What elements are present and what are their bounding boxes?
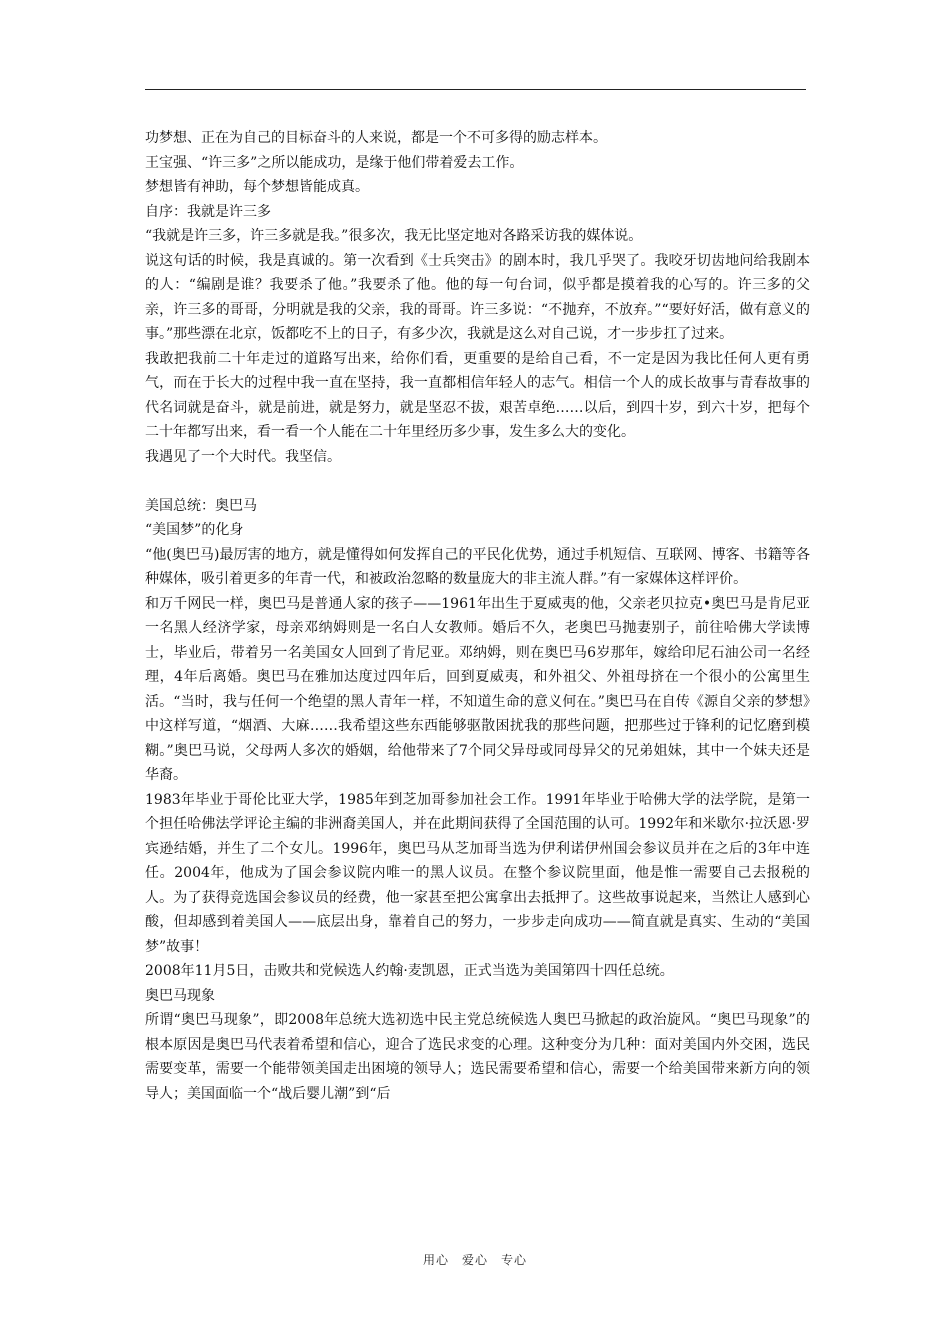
paragraph: 功梦想、正在为自己的目标奋斗的人来说，都是一个不可多得的励志样本。 xyxy=(145,130,607,146)
paragraph: 我敢把我前二十年走过的道路写出来，给你们看，更重要的是给自己看，不一定是因为我比任何人更有勇气，而在于长大的过程中我一直在坚持，我一直都相信年轻人的志气。相信一个人的成长故事与青春故事的代名词就是奋斗，就是前进，就是努力，就是坚忍不拔，艰苦卓绝……以后，到四十岁，到六十岁，把每个二十年都写出来，看一看一个人能在二十年里经历多少事，发生多么大的变化。 xyxy=(145,350,810,440)
page-footer: 用心 爱心 专心 xyxy=(422,1253,527,1267)
paragraph: 梦想皆有神助，每个梦想皆能成真。 xyxy=(145,179,369,195)
subheading: 奥巴马现象 xyxy=(145,987,215,1004)
paragraph: “他(奥巴马)最厉害的地方，就是懂得如何发挥自己的平民化优势，通过手机短信、互联网、博客、书籍等各种媒体，吸引着更多的年青一代，和被政治忽略的数量庞大的非主流人群。”有一家媒体这样评价。 xyxy=(145,546,810,587)
paragraph: 说这句话的时候，我是真诚的。第一次看到《士兵突击》的剧本时，我几乎哭了。我咬牙切齿地问给我剧本的人：“编剧是谁？我要杀了他。”我要杀了他。他的每一句台词，似乎都是摸着我的心写的。许三多的父亲，许三多的哥哥，分明就是我的父亲，我的哥哥。许三多说：“不抛弃，不放弃。”“要好好活，做有意义的事。”那些漂在北京，饭都吃不上的日子，有多少次，我就是这么对自己说，才一步步扛了过来。 xyxy=(145,252,810,342)
paragraph: 我遇见了一个大时代。我坚信。 xyxy=(145,448,341,465)
paragraph: 1983年毕业于哥伦比亚大学，1985年到芝加哥参加社会工作。1991年毕业于哈佛大学的法学院，是第一个担任哈佛法学评论主编的非洲裔美国人，并在此期间获得了全国范围的认可。1992年和米歇尔·拉沃恩·罗宾逊结婚，并生了二个女儿。1996年，奥巴马从芝加哥当选为伊利诺伊州国会参议员并在之后的3年中连任。2004年，他成为了国会参议院内唯一的黑人议员。在整个参议院里面，他是惟一需要自己去报税的人。为了获得竞选国会参议员的经费，他一家甚至把公寓拿出去抵押了。这些故事说起来，当然让人感到心酸，但却感到着美国人——底层出身，靠着自己的努力，一步步走向成功——简直就是真实、生动的“美国梦”故事！ xyxy=(145,791,810,955)
header-rule xyxy=(145,89,806,90)
document-body xyxy=(145,126,810,1106)
subheading: “美国梦”的化身 xyxy=(145,522,244,538)
section-heading: 自序：我就是许三多 xyxy=(145,203,271,220)
paragraph: “我就是许三多，许三多就是我。”很多次，我无比坚定地对各路采访我的媒体说。 xyxy=(145,228,643,244)
blank-line xyxy=(145,469,810,494)
paragraph: 所谓“奥巴马现象”，即2008年总统大选初选中民主党总统候选人奥巴马掀起的政治旋风。“奥巴马现象”的根本原因是奥巴马代表着希望和信心，迎合了选民求变的心理。这种变分为几种：面对美国内外交困，选民需要变革，需要一个能带领美国走出困境的领导人；选民需要希望和信心，需要一个给美国带来新方向的领导人；美国面临一个“战后婴儿潮”到“后 xyxy=(145,1012,810,1102)
paragraph: 王宝强、“许三多”之所以能成功，是缘于他们带着爱去工作。 xyxy=(145,154,524,171)
paragraph: 2008年11月5日，击败共和党候选人约翰·麦凯恩，正式当选为美国第四十四任总统。 xyxy=(145,963,674,979)
paragraph: 和万千网民一样，奥巴马是普通人家的孩子——1961年出生于夏威夷的他，父亲老贝拉克•奥巴马是肯尼亚一名黑人经济学家，母亲邓纳姆则是一名白人女教师。婚后不久，老奥巴马抛妻别子，前往哈佛大学读博士，毕业后，带着另一名美国女人回到了肯尼亚。邓纳姆，则在奥巴马6岁那年，嫁给印尼石油公司一名经理，4年后离婚。奥巴马在雅加达度过四年后，回到夏威夷，和外祖父、外祖母挤在一个很小的公寓里生活。“当时，我与任何一个绝望的黑人青年一样，不知道生命的意义何在。”奥巴马在自传《源自父亲的梦想》中这样写道，“烟酒、大麻……我希望这些东西能够驱散困扰我的那些问题，把那些过于锋利的记忆磨到模糊。”奥巴马说，父母两人多次的婚姻，给他带来了7个同父异母或同母异父的兄弟姐妹，其中一个妹夫还是华裔。 xyxy=(145,595,810,783)
section-heading: 美国总统：奥巴马 xyxy=(145,497,257,514)
